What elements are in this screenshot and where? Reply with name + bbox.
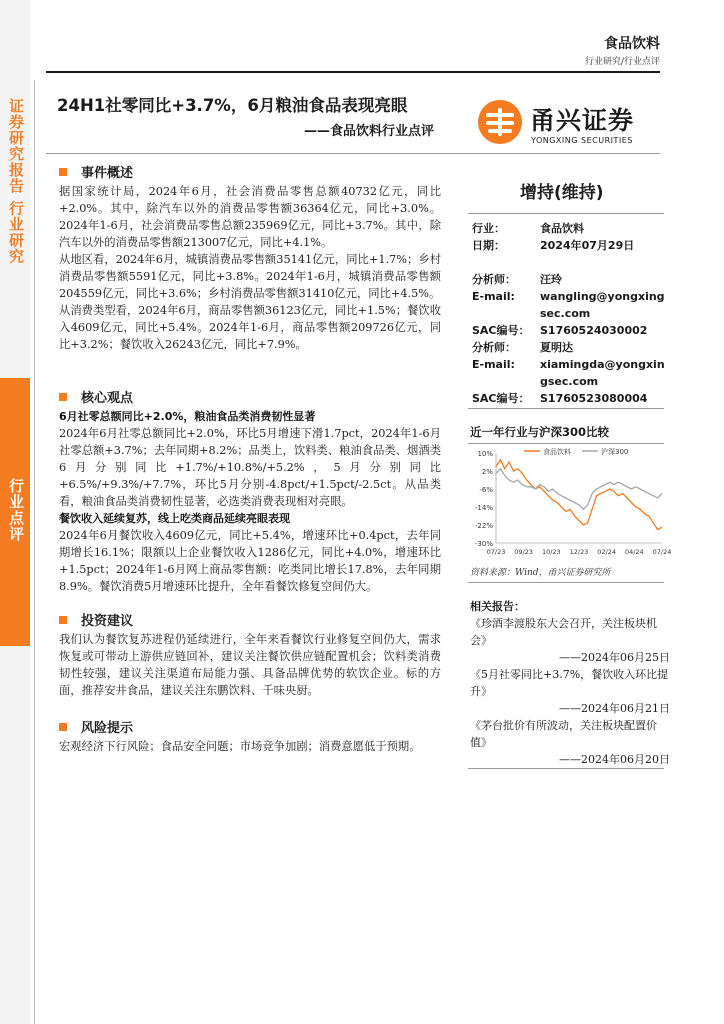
side-label-report-kind: 行业点评 [7, 478, 25, 542]
rating-rule [468, 213, 664, 214]
header-rule [46, 71, 660, 73]
legend-label: 食品饮料 [543, 448, 571, 456]
views-paragraph: 2024年6月社零总额同比+2.0%，环比5月增速下滑1.7pct，2024年1-6月社零总额+3.7%；去年同期+8.2%；品类上，饮料类、粮油食品类、烟酒类6月分别同比+1.7%/+10.8%/+5.2%，5月分别同比+6.5%/+9.3%/+7.7%，环比5月分别-4.8pct/+1.5pct/-2.5ct。从品类看，粮油食品类消费韧性显著，必选类消费表现相对亮眼。 [59, 427, 441, 508]
y-tick-label: -6% [479, 486, 493, 494]
related-report-item[interactable] [470, 666, 670, 717]
analyst-name: 夏明达 [540, 341, 573, 354]
views-body [59, 408, 441, 595]
chart-rule [468, 582, 664, 583]
x-tick-label: 12/23 [569, 548, 589, 556]
series-line-industry [496, 460, 662, 530]
section-heading-risk-text: 风险提示 [81, 721, 134, 736]
chart-source: 资料来源：Wind，甬兴证券研究所 [470, 568, 611, 578]
y-tick-label: -22% [474, 522, 493, 530]
events-body [59, 183, 441, 353]
views-subheading: 餐饮收入延续复苏，线上吃类商品延续亮眼表现 [59, 512, 290, 525]
industry-value: 食品饮料 [540, 222, 584, 235]
x-tick-label: 07/23 [486, 548, 506, 556]
email-label: E-mail: [472, 290, 515, 303]
related-reports-heading: 相关报告： [470, 600, 525, 613]
section-heading-invest-text: 投资建议 [81, 614, 134, 629]
sac-number: S1760523080004 [540, 392, 648, 405]
section-bullet-icon [59, 393, 67, 401]
industry-label: 行业： [472, 222, 505, 235]
section-heading-views-text: 核心观点 [81, 391, 134, 406]
series-line-hs300 [496, 469, 662, 510]
header-subcategory: 行业研究/行业点评 [584, 57, 660, 67]
title-rule [46, 153, 660, 154]
invest-paragraph: 我们认为餐饮复苏进程仍延续进行，全年来看餐饮行业修复空间仍大，需求恢复或可带动上游供应链回补，建议关注餐饮供应链配置机会；饮料类消费韧性较强，建议关注渠道布局能力强、具备品牌优势的软饮企业。标的方面，推荐安井食品，建议关注东鹏饮料、千味央厨。 [59, 633, 441, 697]
y-tick-label: 10% [477, 450, 493, 458]
y-tick-label: -14% [474, 504, 493, 512]
report-subtitle: ——食品饮料行业点评 [304, 124, 435, 139]
y-tick-label: -30% [474, 540, 493, 548]
report-meta [472, 220, 668, 410]
risk-paragraph: 宏观经济下行风险；食品安全问题；市场竞争加剧；消费意愿低于预期。 [59, 740, 421, 753]
performance-line-chart [466, 445, 672, 562]
report-title: 24H1社零同比+3.7%，6月粮油食品表现亮眼 [57, 96, 408, 115]
side-label-report-type: 证券研究报告 行业研究 [7, 98, 25, 265]
section-heading-views [59, 387, 133, 406]
section-heading-events [59, 162, 133, 181]
events-paragraph: 从消费类型看，2024年6月，商品零售额36123亿元，同比+1.5%；餐饮收入4609亿元，同比+5.4%。2024年1-6月，商品零售额209726亿元，同比+3.2%；餐饮收入26243亿元，同比+7.9%。 [59, 304, 441, 351]
related-report-item[interactable] [470, 615, 670, 666]
related-reports [470, 598, 670, 768]
date-value: 2024年07月29日 [540, 239, 635, 252]
risk-body [59, 738, 441, 755]
header-category: 食品饮料 [604, 36, 660, 52]
section-heading-invest [59, 610, 133, 629]
email-label: E-mail: [472, 358, 515, 371]
related-report-date: ——2024年06月21日 [559, 702, 670, 715]
x-tick-label: 07/24 [652, 548, 672, 556]
analyst-email: xiamingda@yongxingsec.com [540, 358, 665, 388]
legend-label: 沪深300 [601, 448, 629, 456]
related-report-date: ——2024年06月25日 [559, 651, 670, 664]
analyst-label: 分析师： [472, 341, 516, 354]
chart-title-rule [468, 443, 664, 444]
events-paragraph: 从地区看，2024年6月，城镇消费品零售额35141亿元，同比+1.7%；乡村消费品零售额5591亿元，同比+3.8%。2024年1-6月，城镇消费品零售额204559亿元，同比+3.6%；乡村消费品零售额31410亿元，同比+4.5%。 [59, 253, 441, 300]
brand-logo-icon [476, 98, 524, 146]
invest-body [59, 631, 441, 699]
chart-title: 近一年行业与沪深300比较 [470, 425, 610, 439]
y-tick-label: 2% [481, 468, 493, 476]
sac-label: SAC编号： [472, 392, 530, 405]
x-tick-label: 02/24 [597, 548, 617, 556]
brand-name-en: YONGXING SECURITIES [531, 136, 633, 145]
x-tick-label: 10/23 [541, 548, 561, 556]
views-paragraph: 2024年6月餐饮收入4609亿元，同比+5.4%，增速环比+0.4pct，去年同期增长16.1%；限额以上企业餐饮收入1286亿元，同比+4.0%，增速环比+1.5pct；2024年1-6月网上商品零售额：吃类同比增长17.8%，去年同期8.9%。餐饮消费5月增速环比提升，全年看餐饮修复空间仍大。 [59, 529, 441, 593]
events-paragraph: 据国家统计局，2024年6月，社会消费品零售总额40732亿元，同比+2.0%。其中，除汽车以外的消费品零售额36364亿元，同比+3.0%。2024年1-6月，社会消费品零售总额235969亿元，同比+3.7%。其中，除汽车以外的消费品零售额213007亿元，同比+4.1%。 [59, 185, 441, 249]
rating: 增持(维持) [520, 183, 604, 203]
left-rule [34, 80, 35, 1024]
section-bullet-icon [59, 168, 67, 176]
section-heading-risk [59, 717, 133, 736]
sac-number: S1760524030002 [540, 324, 648, 337]
related-report-title: 《5月社零同比+3.7%，餐饮收入环比提升》 [470, 668, 669, 698]
x-tick-label: 09/23 [514, 548, 534, 556]
analyst-email: wangling@yongxingsec.com [540, 290, 665, 320]
reports-rule [468, 768, 664, 769]
related-report-title: 《珍酒李渡股东大会召开，关注板块机会》 [470, 617, 657, 647]
related-report-date: ——2024年06月20日 [559, 753, 670, 766]
views-subheading: 6月社零总额同比+2.0%，粮油食品类消费韧性显著 [59, 410, 316, 423]
section-bullet-icon [59, 616, 67, 624]
related-report-title: 《茅台批价有所波动，关注板块配置价值》 [470, 719, 657, 749]
section-heading-events-text: 事件概述 [81, 166, 134, 181]
date-label: 日期： [472, 239, 505, 252]
analyst-name: 汪玲 [540, 273, 562, 286]
sac-label: SAC编号： [472, 324, 530, 337]
analyst-label: 分析师： [472, 273, 516, 286]
brand-name-cn: 甬兴证券 [530, 106, 635, 135]
meta-rule [468, 408, 664, 409]
section-bullet-icon [59, 723, 67, 731]
x-tick-label: 04/24 [624, 548, 644, 556]
related-report-item[interactable] [470, 717, 670, 768]
